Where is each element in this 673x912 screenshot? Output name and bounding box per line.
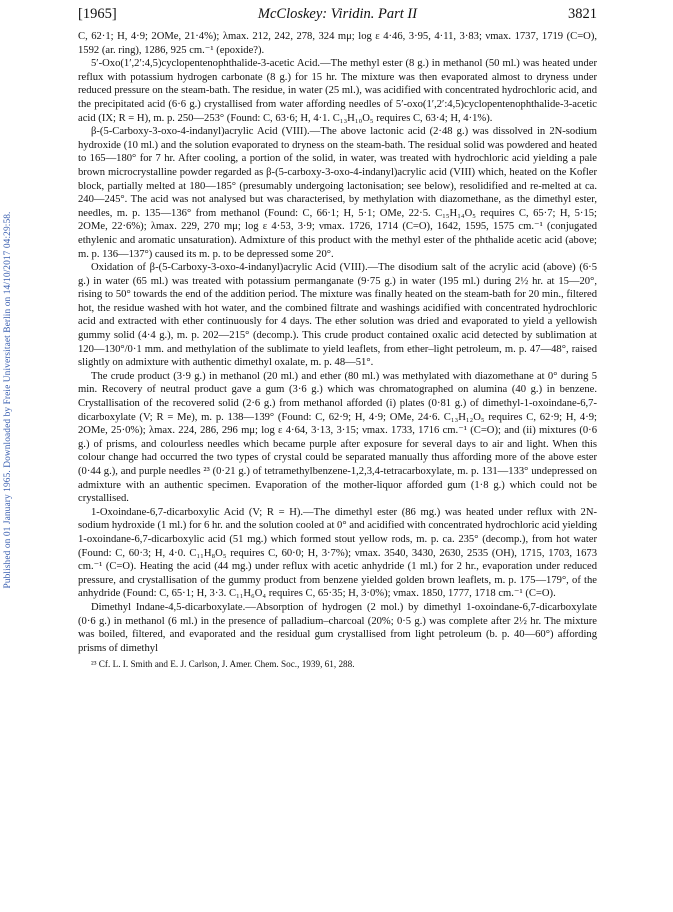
paragraph-1: C, 62·1; H, 4·9; 2OMe, 21·4%); λmax. 212, 242, 278, 324 mμ; log ε 4·46, 3·95, 4·11, 3·83; νmax. 1737, 1719 (C=O), 1592 (ar. ring), 1286, 925 cm.⁻¹ (epoxide?). (78, 31, 597, 56)
header-title: McCloskey: Viridin. Part II (257, 6, 418, 22)
paragraph-3: β-(5-Carboxy-3-oxo-4-indanyl)acrylic Acid (VIII).—The above lactonic acid (2·48 g.) was dissolved in 2N-sodium hydroxide (10 ml.) and the solution evaporated to dryness on the steam-bath. The residual solid was powdered and heated to 165—180° for 7 hr. After cooling, a portion of the solid, in water, was treated with hydrochloric acid yielding a pale brown microcrystalline powder regarded as β-(5-carboxy-3-oxo-4-indanyl)acrylic acid (VIII) which, heated on the Kofler block, partially melted at 180—185° (presumably undergoing lactonisation; see below), resolidified and re-melted at ca. 240—245°. The acid was not analysed but was characterised, by methylation with diazomethane, as the dimethyl ester, needles, m. p. 135—136° from methanol (Found: C, 66·1; H, 5·1; OMe, 22·5. C₁₅H₁₄O₅ requires C, 65·7; H, 5·15; 2OMe, 22·6%); λmax. 229, 270 mμ; log ε 4·53, 3·9; νmax. 1726, 1714 (C=O), 1642, 1595, 1575 cm.⁻¹ (conjugated ethylenic and aromatic unsaturation). Admixture of this product with the methyl ester of the phthalide acetic acid (above; m. p. 136—137°) caused its m. p. to be depressed some 20°. (78, 126, 597, 260)
paragraph-5: The crude product (3·9 g.) in methanol (20 ml.) and ether (80 ml.) was methylated with diazomethane at 0° during 5 min. Recovery of neutral product gave a gum (3·6 g.) which was chromatographed on alumina (40 g.) in benzene. Crystallisation of the recovered solid (2·6 g.) from methanol afforded (i) plates (0·81 g.) of dimethyl-1-oxoindane-6,7-dicarboxylate (V; R = Me), m. p. 138—139° (Found: C, 62·9; H, 4·9; OMe, 24·6. C₁₃H₁₂O₅ requires C, 62·9; H, 4·9; 2OMe, 25·0%); λmax. 224, 286, 296 mμ; log ε 4·64, 3·13, 3·15; νmax. 1733, 1716 cm.⁻¹ (C=O); and (ii) mixtures (0·6 g.) of prisms, and colourless needles which became purple after exposure for several days to air and light. When this colour change had occurred the two types of crystal could be separated manually thus affording more of the above ester (0·44 g.), and purple needles ²³ (0·21 g.) of tetramethylbenzene-1,2,3,4-tetracarboxylate, m. p. 131—133° undepressed on admixture with an authentic specimen. Evaporation of the mother-liquor afforded gum (1·8 g.) which could not be crystallised. (78, 370, 597, 505)
header-year: [1965] (78, 6, 117, 22)
header-page-number: 3821 (568, 6, 597, 22)
footnote: ²³ Cf. L. I. Smith and E. J. Carlson, J. Amer. Chem. Soc., 1939, 61, 288. (91, 659, 355, 670)
paragraph-2: 5′-Oxo(1′,2′:4,5)cyclopentenophthalide-3-acetic Acid.—The methyl ester (8 g.) in methanol (50 ml.) was heated under reflux with potassium hydrogen carbonate (8 g.) for 15 hr. The mixture was then evaporated almost to dryness under reduced pressure on the steam-bath. The residue, in water (25 ml.), was acidified with concentrated hydrochloric acid, and the precipitated acid (6·6 g.) crystallised from water affording needles of 5′-oxo(1′,2′:4,5)cyclopentenophthalide-3-acetic acid (IX; R = H), m. p. 250—253° (Found: C, 63·6; H, 4·1. C₁₃H₁₀O₅ requires C, 63·4; H, 4·1%). (78, 58, 597, 124)
paragraph-4: Oxidation of β-(5-Carboxy-3-oxo-4-indanyl)acrylic Acid (VIII).—The disodium salt of the acrylic acid (above) (6·5 g.) in water (65 ml.) was treated with potassium permanganate (9·75 g.) in water (195 ml.) during 2½ hr. at 15—20°, rising to 50° towards the end of the addition period. The mixture was finally heated on the steam-bath for 20 min., filtered hot, the residue washed with hot water, and the combined filtrate and washings acidified with concentrated hydrochloric acid and extracted with ether continuously for 4 days. The ether solution was dried and evaporated to yield a yellowish gummy solid (4·4 g.), m. p. 202—215° (decomp.). This crude product contained oxalic acid detected by sublimation at 120—130°/0·1 mm. and methylation of the sublimate to yield leaflets, from ether–light petroleum, m. p. 47—48°, raised slightly on admixture with authentic dimethyl oxalate, m. p. 48—51°. (78, 262, 597, 369)
paragraph-6: 1-Oxoindane-6,7-dicarboxylic Acid (V; R = H).—The dimethyl ester (86 mg.) was heated under reflux with 2N-sodium hydroxide (1 ml.) for 6 hr. and the solution cooled at 0° and acidified with concentrated hydrochloric acid yielding 1-oxoindane-6,7-dicarboxylic acid (51 mg.) which formed stout yellow rods, m. p. ca. 235° (decomp.), from hot water (Found: C, 60·3; H, 4·0. C₁₁H₈O₅ requires C, 60·0; H, 3·7%); νmax. 3540, 3430, 2630, 2535 (OH), 1715, 1703, 1673 cm.⁻¹ (C=O). Heating the acid (44 mg.) under reflux with acetic anhydride (1 ml.) for 2 hr., evaporation under reduced pressure, and crystallisation of the gummy product from benzene yielded golden brown leaflets, m. p. 175—179°, of the anhydride (Found: C, 65·1; H, 3·3. C₁₁H₆O₄ requires C, 65·35; H, 3·0%); νmax. 1850, 1777, 1718 cm.⁻¹ (C=O). (78, 506, 597, 600)
download-stamp (0, 80, 16, 720)
page-header (78, 4, 597, 26)
download-stamp-text: Published on 01 January 1965. Downloaded by Freie Universitaet Berlin on 14/10/2017 04:29:58. (3, 211, 13, 589)
article-body (78, 30, 597, 670)
paragraph-7: Dimethyl Indane-4,5-dicarboxylate.—Absorption of hydrogen (2 mol.) by dimethyl 1-oxoindane-6,7-dicarboxylate (0·6 g.) in methanol (6 ml.) in the presence of palladium–charcoal (20%; 0·5 g.) was complete after 2½ hr. The mixture was boiled, filtered, and evaporated and the residual gum crystallised from light petroleum (b. p. 40—60°) affording prisms of dimethyl (78, 601, 597, 654)
